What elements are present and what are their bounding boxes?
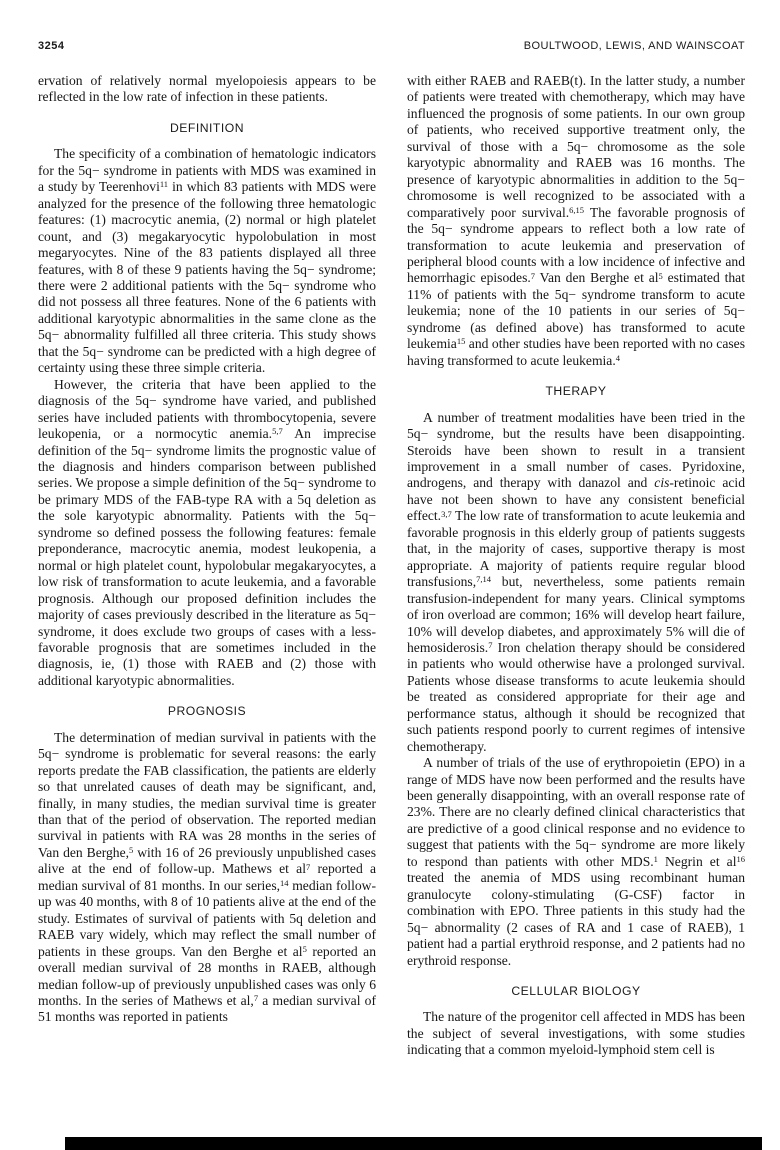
paragraph: A number of trials of the use of erythropoietin (EPO) in a range of MDS have now been performed and the results have been generally disappointing, with an overall response rate of 23%. There are no clearly defined clinical characteristics that are predictive of a good clinical response and no evidence to suggest that patients with the 5q− syndrome are more likely to respond than patients with other MDS.$^1$ Negrin et $al^{16}$ treated the anemia of MDS using recombinant human granulocyte colony-stimulating (G-CSF) factor in combination with EPO. Three patients in this study had the 5q− abnormality (2 cases of RA and 1 case of RAEB), 1 patient had a partial erythroid response, and 2 patients had no erythroid response.	[407, 755, 745, 968]
paragraph: The determination of median survival in patients with the 5q− syndrome is problematic for several reasons: the early reports predate the FAB classification, the patients are elderly so that unrelated causes of death may be significant, and, finally, in many studies, the median survival time is greater than that of the period of observation. The reported median survival in patients with RA was 28 months in the series of Van den Berghe,$^5$ with 16 of 26 previously unpublished cases alive at the end of follow-up. Mathews et $al^7$ reported a median survival of 81 months. In our series,$^{14}$ median follow-up was 40 months, with 8 of 10 patients alive at the end of the study. Estimates of survival of patients with 5q deletion and RAEB vary widely, which may reflect the small number of patients in these groups. Van den Berghe et $al^5$ reported an overall median survival of 28 months in RAEB, although median follow-up of previously unpublished cases was only 6 months. In the series of Mathews et al,$^7$ a median survival of 51 months was reported in patients	[38, 729, 377, 1025]
running-title: BOULTWOOD, LEWIS, AND WAINSCOAT	[523, 40, 745, 52]
column-left	[38, 73, 376, 1059]
two-column-body	[38, 73, 745, 1059]
page-number: 3254	[38, 40, 65, 52]
page-header	[38, 40, 745, 52]
paragraph: ervation of relatively normal myelopoiesis appears to be reflected in the low rate of infection in these patients.	[38, 73, 376, 105]
paragraph: However, the criteria that have been applied to the diagnosis of the 5q− syndrome have varied, and published series have included patients with thrombocytopenia, severe leukopenia, or a normocytic anemia.$^{5,7}$ An imprecise definition of the 5q− syndrome limits the prognostic value of the diagnosis and hinders comparison between published series. We propose a simple definition of the 5q− syndrome to be primary MDS of the FAB-type RA with a 5q deletion as the sole karyotypic abnormality. Patients with the 5q− syndrome so defined possess the following features: female preponderance, macrocytic anemia, modest leukopenia, a normal or high platelet count, hypolobular megakaryocytes, a low risk of transformation to acute leukemia, and a favorable prognosis. Although our proposed definition includes the majority of cases previously described in the literature as 5q− syndrome, it does exclude two groups of cases with a less-favorable prognosis that are sometimes included in the diagnosis, ie, (1) those with RAEB and (2) those with additional karyotypic abnormalities.	[38, 376, 376, 688]
paragraph: The specificity of a combination of hematologic indicators for the 5q− syndrome in patients with MDS was examined in a study by Teerenhovi$^{11}$ in which 83 patients with MDS were analyzed for the presence of the following three hematologic features: (1) macrocytic anemia, (2) normal or high platelet count, and (3) megakaryocytic hypolobulation in most megaryocytes. Nine of the 83 patients displayed all three features, with 8 of these 9 patients having the 5q− syndrome; there were 2 additional patients with the 5q− syndrome who did not possess all three features. None of the 6 patients with additional karyotypic abnormalities in the same clone as the 5q− abnormality fulfilled all three criteria. This study shows that the 5q− syndrome can be predicted with a high degree of certainty using these three simple criteria.	[38, 146, 376, 376]
paragraph: A number of treatment modalities have been tried in the 5q− syndrome, but the results have been disappointing. Steroids have been shown to result in a transient improvement in a small number of cases. Pyridoxine, androgens, and therapy with danazol and cis-retinoic acid have not been shown to have any consistent beneficial effect.$^{3,7}$ The low rate of transformation to acute leukemia and favorable prognosis in this elderly group of patients suggests that, in the majority of cases, supportive therapy is most appropriate. A majority of patients require regular blood transfusions,$^{7,14}$ but, nevertheless, some patients remain transfusion-independent for many years. Clinical symptoms of iron overload are common; 16% will develop heart failure, 10% will develop diabetes, and approximately 5% will die of hemosiderosis.$^7$ Iron chelation therapy should be considered in patients who would otherwise have a prolonged survival. Patients whose disease transforms to acute leukemia should be treated as considered appropriate for their age and performance status, although it should be recognized that such patients respond poorly to current regimes of intensive chemotherapy.	[407, 409, 746, 754]
scan-artifact-bar	[65, 1137, 762, 1150]
column-right	[407, 73, 745, 1059]
section-heading: PROGNOSIS	[167, 704, 247, 719]
paragraph: The nature of the progenitor cell affected in MDS has been the subject of several investigations, with some studies indicating that a common myeloid-lymphoid stem cell is	[407, 1009, 745, 1058]
section-heading: THERAPY	[545, 384, 607, 399]
section-heading: DEFINITION	[169, 120, 245, 135]
paragraph: with either RAEB and RAEB(t). In the latter study, a number of patients were treated with chemotherapy, which may have influenced the prognosis of some patients. In our own group of patients, who received supportive treatment only, the survival of those with a 5q− chromosome as the sole karyotypic abnormality and RAEB was 16 months. The presence of karyotypic abnormalities in addition to the 5q− chromosome is well recognized to be associated with a comparatively poor survival.$^{6,15}$ The favorable prognosis of the 5q− syndrome appears to reflect both a low rate of transformation to acute leukemia and preservation of peripheral blood counts with a low incidence of infective and hemorrhagic episodes.$^7$ Van den Berghe et $al^5$ estimated that 11% of patients with the 5q− syndrome transform to acute leukemia; none of the 10 patients in our series of 5q− syndrome (as defined above) has transformed to acute leukemia$^{15}$ and other studies have been reported with no cases having transformed to acute leukemia.$^4$	[407, 73, 745, 368]
section-heading: CELLULAR BIOLOGY	[511, 984, 641, 999]
